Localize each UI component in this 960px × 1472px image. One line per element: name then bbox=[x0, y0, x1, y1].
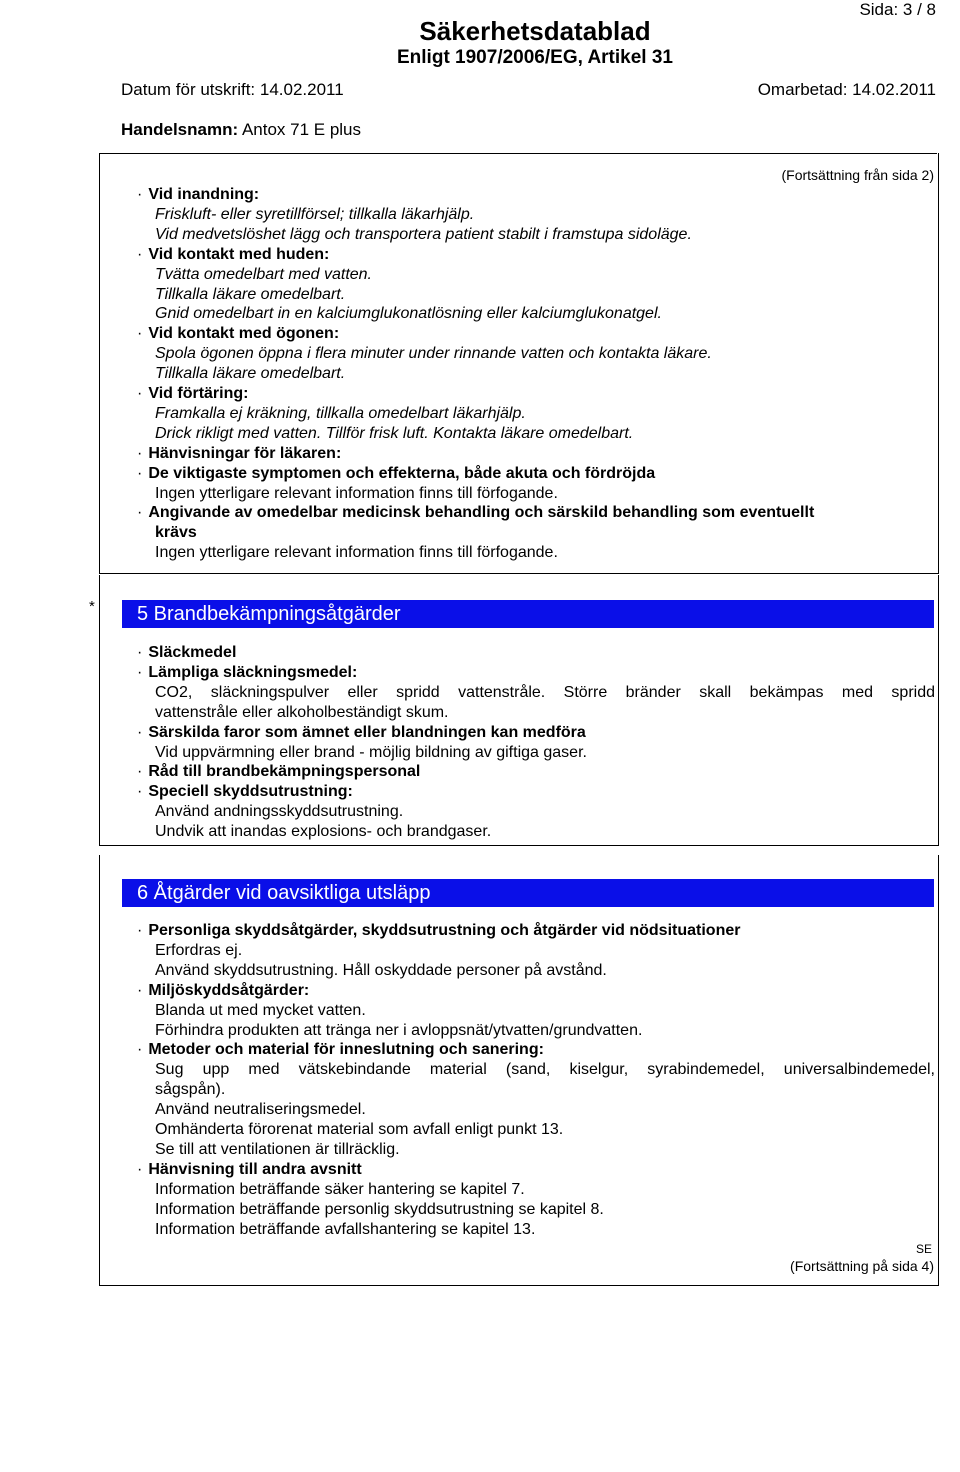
bullet-dot: · bbox=[137, 504, 143, 522]
trade-name-value: Antox 71 E plus bbox=[241, 120, 362, 139]
body-text: Information beträffande säker hantering se kapitel 7. bbox=[155, 1180, 525, 1198]
bullet-dot: · bbox=[137, 981, 143, 999]
subheading-text: Vid kontakt med huden: bbox=[148, 245, 330, 263]
body-text: Blanda ut med mycket vatten. bbox=[155, 1001, 366, 1019]
subheading bbox=[137, 723, 586, 742]
continued-on: (Fortsättning på sida 4) bbox=[790, 1258, 934, 1274]
subheading bbox=[137, 921, 740, 940]
bullet-dot: · bbox=[137, 763, 143, 781]
subheading-text: Råd till brandbekämpningspersonal bbox=[148, 763, 421, 781]
body-text: vattenstråle eller alkoholbeständigt skum. bbox=[155, 703, 449, 721]
body-text: Tillkalla läkare omedelbart. bbox=[155, 285, 346, 303]
subheading bbox=[137, 503, 814, 522]
subheading bbox=[137, 643, 236, 662]
subheading-text: Särskilda faror som ämnet eller blandningen kan medföra bbox=[148, 723, 586, 741]
trade-name bbox=[121, 120, 361, 140]
bullet-dot: · bbox=[137, 1160, 143, 1178]
subheading-text: De viktigaste symptomen och effekterna, både akuta och fördröjda bbox=[148, 464, 656, 482]
subheading-text: Vid inandning: bbox=[148, 186, 260, 203]
subheading bbox=[155, 523, 197, 542]
subheading-text: Vid kontakt med ögonen: bbox=[148, 325, 340, 343]
subheading-text: Angivande av omedelbar medicinsk behandling och särskild behandling som eventuellt bbox=[148, 504, 815, 522]
subheading-text: Miljöskyddsåtgärder: bbox=[148, 981, 310, 999]
subheading bbox=[137, 384, 248, 403]
bullet-dot: · bbox=[137, 385, 143, 402]
language-code: SE bbox=[915, 1242, 932, 1256]
subheading bbox=[137, 1160, 362, 1179]
body-text: Använd skyddsutrustning. Håll oskyddade personer på avstånd. bbox=[155, 961, 607, 979]
subheading-text: Hänvisningar för läkaren: bbox=[148, 444, 342, 462]
subheading bbox=[137, 762, 420, 781]
subheading-text: Metoder och material för inneslutning och sanering: bbox=[148, 1041, 544, 1059]
subheading-text: Personliga skyddsåtgärder, skyddsutrustning och åtgärder vid nödsituationer bbox=[148, 922, 741, 939]
body-text: Vid uppvärmning eller brand - möjlig bildning av giftiga gaser. bbox=[155, 743, 587, 761]
body-text: Tvätta omedelbart med vatten. bbox=[155, 265, 372, 283]
body-text: Gnid omedelbart in en kalciumglukonatlösning eller kalciumglukonatgel. bbox=[155, 305, 662, 323]
bullet-dot: · bbox=[137, 663, 143, 681]
body-text: Information beträffande personlig skyddsutrustning se kapitel 8. bbox=[155, 1200, 604, 1218]
bullet-dot: · bbox=[137, 1041, 143, 1059]
subheading bbox=[137, 185, 259, 204]
bullet-dot: · bbox=[137, 723, 143, 741]
body-text: Ingen ytterligare relevant information finns till förfogande. bbox=[155, 484, 558, 502]
section6-title: 6 Åtgärder vid oavsiktliga utsläpp bbox=[122, 879, 934, 907]
subheading-text: krävs bbox=[155, 524, 197, 542]
body-text: Sug upp med vätskebindande material (sand, kiselgur, syrabindemedel, universalbindemedel, bbox=[155, 1061, 935, 1079]
bullet-dot: · bbox=[137, 325, 143, 343]
subheading bbox=[137, 464, 655, 483]
trade-name-label: Handelsnamn: bbox=[121, 120, 239, 139]
body-text: Vid medvetslöshet lägg och transportera patient stabilt i framstupa sidoläge. bbox=[155, 225, 692, 243]
body-text: Tillkalla läkare omedelbart. bbox=[155, 365, 346, 383]
body-text: Ingen ytterligare relevant information finns till förfogande. bbox=[155, 544, 558, 562]
body-text: Omhänderta förorenat material som avfall enligt punkt 13. bbox=[155, 1121, 564, 1138]
subheading bbox=[137, 981, 309, 1000]
body-text: Förhindra produkten att tränga ner i avloppsnät/ytvatten/grundvatten. bbox=[155, 1021, 643, 1039]
section5-title: 5 Brandbekämpningsåtgärder bbox=[122, 600, 934, 628]
body-text: Använd andningsskyddsutrustning. bbox=[155, 803, 404, 821]
bullet-dot: · bbox=[137, 186, 143, 203]
subheading bbox=[137, 663, 357, 682]
bullet-dot: · bbox=[137, 245, 143, 263]
subheading-text: Hänvisning till andra avsnitt bbox=[148, 1160, 362, 1178]
subheading bbox=[137, 444, 341, 463]
body-text: Undvik att inandas explosions- och brandgaser. bbox=[155, 823, 492, 841]
subheading bbox=[137, 245, 329, 264]
body-text: Erfordras ej. bbox=[155, 941, 243, 959]
body-text: Drick rikligt med vatten. Tillför frisk luft. Kontakta läkare omedelbart. bbox=[155, 424, 634, 442]
bullet-dot: · bbox=[137, 644, 143, 661]
body-text: Friskluft- eller syretillförsel; tillkalla läkarhjälp. bbox=[155, 205, 475, 223]
bullet-dot: · bbox=[137, 464, 143, 482]
document-subtitle: Enligt 1907/2006/EG, Artikel 31 bbox=[397, 47, 673, 68]
subheading-text: Vid förtäring: bbox=[148, 385, 249, 402]
bullet-dot: · bbox=[137, 444, 143, 462]
subheading-text: Speciell skyddsutrustning: bbox=[148, 783, 353, 801]
bullet-dot: · bbox=[137, 783, 143, 801]
subheading-text: Släckmedel bbox=[148, 644, 237, 661]
subheading bbox=[137, 324, 339, 343]
body-text: Spola ögonen öppna i flera minuter under rinnande vatten och kontakta läkare. bbox=[155, 345, 712, 363]
body-text: Använd neutraliseringsmedel. bbox=[155, 1101, 366, 1119]
subheading-text: Lämpliga släckningsmedel: bbox=[148, 663, 358, 681]
document-title: Säkerhetsdatablad bbox=[419, 16, 651, 46]
body-text: Information beträffande avfallshantering se kapitel 13. bbox=[155, 1220, 536, 1238]
subheading bbox=[137, 1040, 544, 1059]
body-text: Framkalla ej kräkning, tillkalla omedelbart läkarhjälp. bbox=[155, 404, 526, 422]
revised-date: Omarbetad: 14.02.2011 bbox=[757, 80, 936, 99]
body-text: Se till att ventilationen är tillräcklig. bbox=[155, 1140, 400, 1158]
body-text: sågspån). bbox=[155, 1081, 226, 1099]
bullet-dot: · bbox=[137, 922, 143, 939]
continued-from: (Fortsättning från sida 2) bbox=[781, 167, 934, 183]
body-text: CO2, släckningspulver eller spridd vattenstråle. Större bränder skall bekämpas med spridd bbox=[155, 683, 935, 701]
revision-marker: * bbox=[89, 598, 95, 615]
print-date: Datum för utskrift: 14.02.2011 bbox=[121, 80, 344, 99]
page-number: Sida: 3 / 8 bbox=[859, 0, 936, 19]
subheading bbox=[137, 782, 353, 801]
